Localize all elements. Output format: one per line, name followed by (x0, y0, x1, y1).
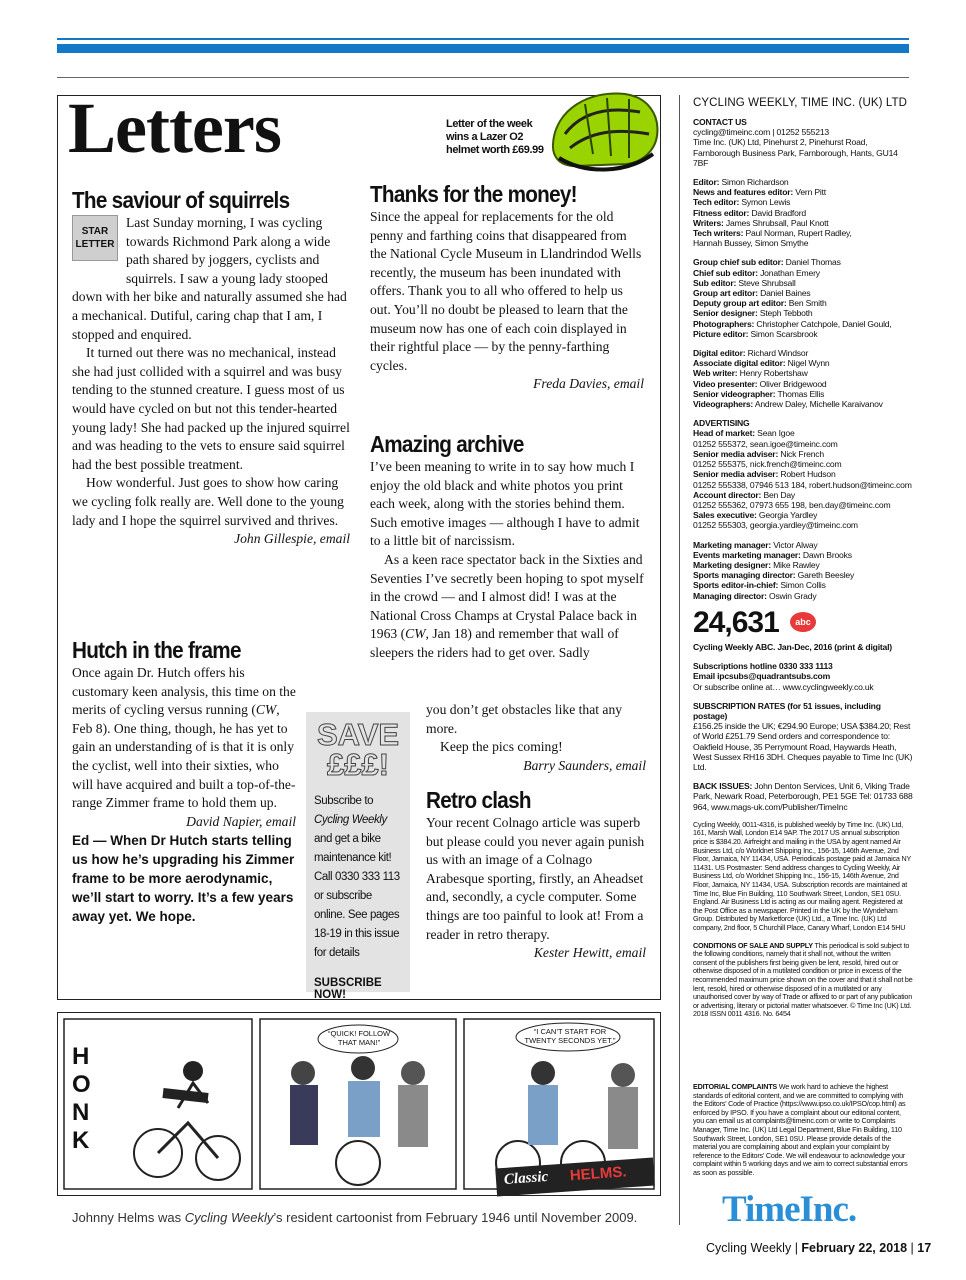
squirrels-p1: Last Sunday morning, I was cycling towards Richmond Park along a wide path shared by joggers, cyclists and squirrels. I saw a young lady stooped down with her bike and naturally assumed she had a mechanical. Dutiful, caring chap that I am, I stopped and enquired. (72, 215, 347, 342)
staff-role: Account director: (693, 489, 762, 500)
staff-role: Writers: (693, 217, 724, 228)
sidebar-masthead (693, 117, 913, 610)
advertising-list (693, 428, 913, 530)
retro-signature: Kester Hewitt, email (533, 945, 646, 961)
hutch-p1b: , Feb 8). One thing, though, he has yet to gain an understanding of is that it is only the cyclist, well into their sixties, who will have acquired and built a top-of-the-range Zimmer frame to hold them up. (72, 702, 296, 811)
cartoon-bubble-2: “I CAN’T START FOR TWENTY SECONDS YET.” (524, 1027, 616, 1045)
headline-retro: Retro clash (426, 787, 531, 813)
staff-name: 01252 555303, georgia.yardley@timeinc.com (693, 520, 858, 531)
footer-mag: Cycling Weekly (706, 1241, 792, 1255)
archive-p1: I’ve been meaning to write in to say how much I enjoy the old black and white photos you print each week, along with the stories behind them. Such emotive images — although I have to admit to a little bit of narcissism. (370, 459, 640, 549)
letter-of-week-note: Letter of the week wins a Lazer O2 helmet worth £69.99 (446, 118, 544, 156)
staff-role: Group art editor: (693, 288, 758, 299)
star-badge-line2: LETTER (75, 239, 115, 250)
subscribe-promo[interactable] (306, 712, 410, 1001)
letter-archive-body (370, 458, 644, 663)
timeinc-logo: TimeInc. (722, 1189, 857, 1230)
cartoon-bubble-1: “QUICK! FOLLOW THAT MAN!” (327, 1029, 391, 1047)
staff-entry (693, 268, 913, 278)
save-body-a: Subscribe to (314, 795, 374, 807)
subs-hotline: Subscriptions hotline 0330 333 1113 (693, 661, 833, 672)
staff-name: Daniel Thomas (785, 257, 841, 268)
top-rule-thick (57, 44, 909, 53)
staff-name: Steph Tebboth (759, 308, 813, 319)
staff-name: 01252 555362, 07973 655 198, ben.day@timeinc.com (693, 499, 891, 510)
staff-name: Symon Lewis (741, 197, 791, 208)
squirrels-signature: John Gillespie, email (234, 531, 350, 547)
subs-online[interactable]: Or subscribe online at… www.cyclingweekly.co.uk (693, 681, 874, 692)
top-rule-thin (57, 38, 909, 40)
staff-entry (693, 428, 913, 438)
archive-p2c: you don’t get obstacles like that any more. (426, 702, 623, 736)
subs-email[interactable]: Email ipcsubs@quadrantsubs.com (693, 671, 831, 682)
footer-page: 17 (917, 1241, 932, 1255)
staff-name: Oswin Grady (768, 590, 817, 601)
letter-hutch-body (72, 664, 296, 926)
staff-role: Senior media adviser: (693, 448, 779, 459)
staff-name: 01252 555338, 07946 513 184, robert.hudson@timeinc.com (693, 479, 912, 490)
archive-p2 (370, 551, 644, 663)
staff-name: Dawn Brooks (802, 549, 852, 560)
staff-name: Paul Norman, Rupert Radley, (745, 228, 852, 239)
staff-role: Tech editor: (693, 197, 740, 208)
staff-entry (693, 238, 913, 248)
hutch-signature: David Napier, email (186, 813, 296, 829)
save-body (314, 792, 402, 963)
retro-p1: Your recent Colnago article was superb but please could you never again punish us with an image of a Colnago Arabesque sporting, firstly, an Aheadset and, secondly, a cycle computer. Some things are too painful to look at! From a reader in retro therapy. (426, 815, 645, 942)
staff-role: News and features editor: (693, 187, 794, 198)
staff-name: David Bradford (751, 207, 806, 218)
staff-name: Oliver Bridgewood (759, 378, 827, 389)
staff-entry (693, 469, 913, 479)
staff-entry (693, 278, 913, 288)
staff-entry (693, 500, 913, 510)
staff-name: 01252 555372, sean.igoe@timeinc.com (693, 438, 838, 449)
staff-name: Steve Shrubsall (738, 277, 796, 288)
badge-helms: HELMS. (569, 1163, 628, 1185)
staff-entry (693, 510, 913, 520)
staff-entry (693, 520, 913, 530)
staff-entry (693, 208, 913, 218)
conditions-title: CONDITIONS OF SALE AND SUPPLY (693, 940, 813, 950)
money-signature: Freda Davies, email (533, 376, 644, 392)
staff-entry (693, 218, 913, 228)
staff-role: Videographers: (693, 399, 754, 410)
staff-name: Gareth Beesley (797, 570, 855, 581)
subscribe-now-link[interactable]: SUBSCRIBE NOW! (314, 977, 382, 1001)
cartoon-honk: HONK (72, 1043, 91, 1154)
staff-entry (693, 308, 913, 318)
staff-name: Robert Hudson (780, 469, 836, 480)
staff-entry (693, 298, 913, 308)
staff-entry (693, 540, 913, 550)
archive-signature: Barry Saunders, email (523, 757, 646, 773)
staff-name: Daniel Baines (760, 288, 811, 299)
staff-entry (693, 358, 913, 368)
headline-archive: Amazing archive (370, 431, 524, 457)
staff-entry (693, 591, 913, 601)
staff-entry (693, 228, 913, 238)
squirrels-p2: It turned out there was no mechanical, instead she had just collided with a squirrel and was busy tending to the stunned creature. I guess most of us would have cycled on but not this tender-hearted young lady! She had packed up the injured squirrel and was heading to the vets to ensure said squirrel had the best possible treatment. (72, 345, 350, 472)
editorial-list (693, 177, 913, 248)
staff-name: Simon Collis (780, 580, 826, 591)
staff-role: Managing director: (693, 590, 767, 601)
staff-role: Deputy group art editor: (693, 298, 787, 309)
staff-name: Georgia Yardley (758, 510, 818, 521)
digital-list (693, 348, 913, 409)
conditions-text: This periodical is sold subject to the following conditions, namely that it shall not, without the written consent of the publishers first being given be lent, resold, hired out or otherwise disposed of in a mutilated condition or price in excess of the recommended maximum price shown on the cover and that it shall not be lent, resold, hired or otherwise disposed of in a mutilated or any unauthorised cover by way of Trade or affixed to or part of any publication or advertising, literary or pictorial matter whatsoever. © Time Inc (UK) Ltd. 2018 ISSN 0011 4316. No. 6454 (693, 940, 913, 1019)
contact-line: Farnborough Business Park, Farnborough, Hants, GU14 7BF (693, 147, 898, 168)
section-title: Letters (68, 88, 281, 168)
complaints-title: EDITORIAL COMPLAINTS (693, 1082, 777, 1091)
staff-role: Senior videographer: (693, 388, 776, 399)
staff-role: Associate digital editor: (693, 358, 786, 369)
staff-role: Marketing designer: (693, 559, 771, 570)
staff-name: Christopher Catchpole, Daniel Gould, (756, 318, 892, 329)
advertising-title: ADVERTISING (693, 418, 750, 429)
staff-entry (693, 550, 913, 560)
staff-name: Henry Robertshaw (739, 368, 808, 379)
staff-name: James Shrubsall, Paul Knott (725, 217, 829, 228)
sidebar-divider (679, 95, 680, 1225)
staff-name: Jonathan Emery (760, 267, 820, 278)
staff-role: Picture editor: (693, 328, 749, 339)
staff-role: Head of market: (693, 428, 755, 439)
staff-role: Tech writers: (693, 228, 744, 239)
staff-name: Nigel Wynn (787, 358, 830, 369)
save-title: SAVE (316, 717, 400, 752)
headline-squirrels: The saviour of squirrels (72, 187, 290, 213)
letter-archive-cont (426, 701, 646, 775)
staff-entry (693, 187, 913, 197)
letter-retro-body (426, 814, 646, 963)
header-divider (57, 77, 909, 78)
archive-p3: Keep the pics coming! (440, 739, 563, 755)
staff-name: Simon Richardson (721, 177, 789, 188)
staff-name: 01252 555375, nick.french@timeinc.com (693, 459, 842, 470)
staff-role: Editor: (693, 177, 720, 188)
complaints-text: We work hard to achieve the highest standards of editorial content, and we are committed to complying with the Editors’ Code of Practice (https://www.ipso.co.uk/IPSO/cop.html) as enforced by IPSO. If you have a complaint about our editorial content, you can email us at complaints@timeinc.com or write to Complaints Manager, Time Inc. (UK) Ltd Legal Department, Blue Fin Building, 110 Southwark Street, London, SE1 0SU. Please provide details of the material you are complaining about and explain your complaint by reference to the Editors’ Code. We will endeavour to acknowledge your complaint within 5 working days and we aim to correct substantial errors as soon as possible. (693, 1082, 908, 1177)
staff-name: Ben Day (763, 489, 795, 500)
staff-entry (693, 348, 913, 358)
letter-money-body (370, 208, 644, 394)
footer-date: February 22, 2018 (801, 1241, 908, 1255)
staff-entry (693, 379, 913, 389)
staff-name: Richard Windsor (747, 348, 809, 359)
save-body-mag: Cycling Weekly (314, 814, 387, 826)
contact-title: CONTACT US (693, 117, 747, 127)
contact-line[interactable]: cycling@timeinc.com | 01252 555213 (693, 127, 830, 138)
staff-entry (693, 570, 913, 580)
sidebar-heading: CYCLING WEEKLY, TIME INC. (UK) LTD (693, 97, 908, 109)
staff-role: Group chief sub editor: (693, 257, 784, 268)
staff-entry (693, 389, 913, 399)
staff-name: Ben Smith (788, 298, 827, 309)
staff-entry (693, 329, 913, 339)
hutch-p1a: Once again Dr. Hutch offers his customary keen analysis, this time on the merits of cycling versus running ( (72, 665, 296, 718)
staff-entry (693, 449, 913, 459)
staff-role: Senior designer: (693, 308, 758, 319)
circulation-note: Cycling Weekly ABC. Jan-Dec, 2016 (print & digital) (693, 642, 892, 652)
staff-entry (693, 439, 913, 449)
save-body-b: and get a bike maintenance kit! Call 0330 333 113 or subscribe online. See pages 18-19 in this issue for details (314, 833, 400, 959)
archive-p2-cw: CW (405, 626, 426, 642)
subs-rates: £156.25 inside the UK; €294.90 Europe; USA $384.20; Rest of World £251.79 Send orders and correspondence to: Oakfield House, 35 Perrymount Road, Haywards Heath, West Sussex RH16 3DH. Cheques payable to Time Inc (UK) Ltd. (693, 721, 913, 773)
staff-name: Thomas Ellis (777, 388, 825, 399)
staff-role: Marketing manager: (693, 539, 772, 550)
staff-role: Digital editor: (693, 348, 746, 359)
staff-name: Simon Scarsbrook (750, 328, 818, 339)
squirrels-p3: How wonderful. Just goes to show how caring we cycling folk really are. Well done to the young lady and I hope the squirrel survived and thrives. (72, 475, 344, 528)
staff-name: Victor Alway (773, 539, 818, 550)
subs-rates-title: SUBSCRIPTION RATES (for 51 issues, including postage) (693, 700, 881, 722)
staff-entry (693, 459, 913, 469)
caption-a: Johnny Helms was (72, 1210, 185, 1225)
archive-p2a: As a keen race spectator back in the Sixties and Seventies I’ve secretly been hoping to spot myself in the crowd — and I almost did! I was at the National Cross Champs at Crystal Palace back in 1963 ( (370, 551, 644, 642)
legal-text: Cycling Weekly, 0011-4316, is published weekly by Time Inc. (UK) Ltd, 161, Marsh Wall, London E14 9AP. The 2017 US annual subscription price is $384.20. Airfreight and mailing in the USA by agent named Air Business Ltd, c/o Worldnet Shipping Inc., 156-15, 146th Avenue, 2nd Floor, Jamaica, NY 11434, USA. Periodicals postage paid at Jamaica NY 11431. US Postmaster: Send address changes to Cycling Weekly, Air Business Ltd, c/o Worldnet Shipping Inc., 156-15, 146th Avenue, 2nd Floor, Jamaica, NY 11434, USA. Subscription records are maintained at Time Inc, Blue Fin Building, 110 Southwark Street, London, SE1 0SU. England. Air Business Ltd is acting as our mailing agent. Registered at the Post Office as a newspaper. Printed in the UK by the Wyndeham Group. Distributed by Marketforce (UK) Ltd., a Time Inc. (UK) Ltd company, 2nd floor, 5 Churchill Place, Canary Wharf, London E14 5HU (693, 819, 911, 932)
headline-money: Thanks for the money! (370, 181, 577, 207)
caption-b: ’s resident cartoonist from February 1946 until November 2009. (273, 1210, 638, 1225)
staff-entry (693, 257, 913, 267)
circulation-figure: 24,631 (693, 606, 779, 639)
staff-name: Sean Igoe (757, 428, 795, 439)
staff-role: Video presenter: (693, 378, 758, 389)
helmet-image (545, 84, 665, 176)
badge-classic: Classic (503, 1168, 549, 1188)
back-issues-title: BACK ISSUES: (693, 781, 753, 792)
staff-entry (693, 319, 913, 329)
staff-name: Andrew Daley, Michelle Karaivanov (754, 399, 883, 410)
caption-mag: Cycling Weekly (184, 1210, 274, 1225)
hutch-p1-cw: CW (255, 702, 277, 718)
cartoon-strip (57, 1012, 661, 1196)
staff-entry (693, 399, 913, 409)
headline-hutch: Hutch in the frame (72, 637, 241, 663)
staff-name: Hannah Bussey, Simon Smythe (693, 238, 809, 249)
staff-role: Sports managing director: (693, 570, 796, 581)
sidebar-subscriptions (693, 642, 913, 1028)
staff-role: Chief sub editor: (693, 267, 758, 278)
staff-role: Events marketing manager: (693, 549, 801, 560)
staff-role: Photographers: (693, 318, 755, 329)
letter-squirrels-body (72, 214, 350, 549)
staff-role: Sports editor-in-chief: (693, 580, 779, 591)
staff-entry (693, 368, 913, 378)
staff-name: Mike Rawley (773, 559, 820, 570)
staff-entry (693, 560, 913, 570)
production-list (693, 257, 913, 339)
staff-name: Nick French (780, 448, 824, 459)
star-badge-line1: STAR (81, 226, 109, 237)
staff-entry (693, 197, 913, 207)
staff-role: Sales executive: (693, 510, 757, 521)
abc-logo-icon: abc (790, 612, 816, 632)
staff-role: Sub editor: (693, 277, 737, 288)
staff-entry (693, 580, 913, 590)
cartoon-caption (72, 1210, 637, 1225)
staff-role: Senior media adviser: (693, 469, 779, 480)
staff-entry (693, 480, 913, 490)
save-pounds: £££! (326, 747, 390, 782)
staff-role: Fitness editor: (693, 207, 750, 218)
back-issues: John Denton Services, Unit 6, Viking Trade Park, Newark Road, Peterborough, PE1 5GE Tel: 01733 688 964, www.mags-uk.com/Publisher/TimeInc (693, 781, 913, 812)
page-footer: Cycling Weekly | February 22, 2018 | 17 (706, 1241, 932, 1255)
marketing-list (693, 540, 913, 601)
staff-entry (693, 288, 913, 298)
staff-name: Vern Pitt (795, 187, 826, 198)
staff-role: Web writer: (693, 368, 738, 379)
staff-entry (693, 490, 913, 500)
money-p1: Since the appeal for replacements for the old penny and farthing coins that disappeared from the National Cycle Museum in Llandrindod Wells recently, the museum has been inundated with offers. Thank you to all who offered to help us out. You’ll no doubt be pleased to learn that the museum now has one of each coin displayed in their rightful place — by the penny-farthing cycles. (370, 209, 642, 373)
hutch-editor-reply: Ed — When Dr Hutch starts telling us how he’s upgrading his Zimmer frame to be more aerodynamic, we’ll start to worry. It’s a few years away yet. We hope. (72, 833, 295, 925)
staff-entry (693, 177, 913, 187)
archive-p2b: , Jan 18) and remember that wall of sleepers the riders had to get over. Sadly (370, 626, 619, 660)
contact-line: Time Inc. (UK) Ltd, Pinehurst 2, Pinehurst Road, (693, 137, 868, 148)
editorial-complaints (693, 1083, 913, 1178)
